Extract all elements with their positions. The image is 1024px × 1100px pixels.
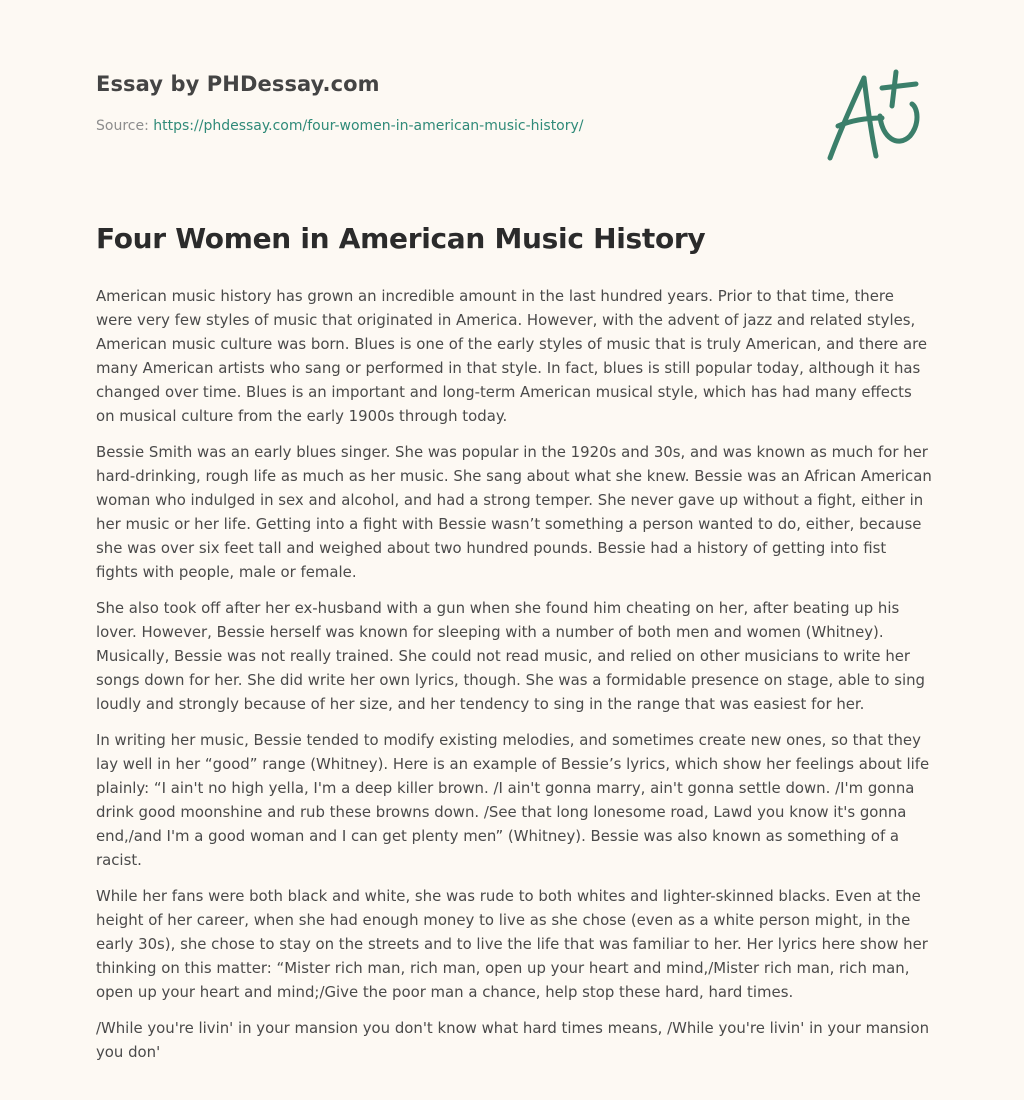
essay-paragraph: /While you're livin' in your mansion you don't know what hard times means, /While you're livin' in your mansion you don': [96, 1019, 930, 1061]
essay-paragraph: Bessie Smith was an early blues singer. She was popular in the 1920s and 30s, and was known as much for her hard-drinking, rough life as much as her music. She sang about what she knew. Bessie was an African American woman who indulged in sex and alcohol, and had a strong temper. She never gave up without a fight, either in her music or her life. Getting into a fight with Bessie wasn’t something a person wanted to do, either, because she was over six feet tall and weighed about two hundred pounds. Bessie had a history of getting into fist fights with people, male or female.: [96, 443, 932, 581]
a-plus-grade-icon: [820, 66, 930, 166]
source-line: [96, 118, 916, 134]
essay-paragraph: American music history has grown an incredible amount in the last hundred years. Prior to that time, there were very few styles of music that originated in America. However, with the advent of jazz and related styles, American music culture was born. Blues is one of the early styles of music that is truly American, and there are many American artists who sang or performed in that style. In fact, blues is still popular today, although it has changed over time. Blues is an important and long-term American musical style, which has had many effects on musical culture from the early 1900s through today.: [96, 287, 928, 425]
page-header: [96, 72, 916, 134]
source-link[interactable]: https://phdessay.com/four-women-in-american-music-history/: [153, 118, 584, 134]
essay-paragraph: While her fans were both black and white, she was rude to both whites and lighter-skinned blacks. Even at the height of her career, when she had enough money to live as she chose (even as a white person might, in the early 30s), she chose to stay on the streets and to live the life that was familiar to her. Her lyrics here show her thinking on this matter: “Mister rich man, rich man, open up your heart and mind,/Mister rich man, rich man, open up your heart and mind;/Give the poor man a chance, help stop these hard, hard times.: [96, 887, 928, 1001]
essay-paragraph: In writing her music, Bessie tended to modify existing melodies, and sometimes create new ones, so that they lay well in her “good” range (Whitney). Here is an example of Bessie’s lyrics, which show her feelings about life plainly: “I ain't no high yella, I'm a deep killer brown. /I ain't gonna marry, ain't gonna settle down. /I'm gonna drink good moonshine and rub these browns down. /See that long lonesome road, Lawd you know it's gonna end,/and I'm a good woman and I can get plenty men” (Whitney). Bessie was also known as something of a racist.: [96, 731, 930, 869]
essay-paragraph: She also took off after her ex-husband with a gun when she found him cheating on her, after beating up his lover. However, Bessie herself was known for sleeping with a number of both men and women (Whitney). Musically, Bessie was not really trained. She could not read music, and relied on other musicians to write her songs down for her. She did write her own lyrics, though. She was a formidable presence on stage, able to sing loudly and strongly because of her size, and her tendency to sing in the range that was easiest for her.: [96, 599, 925, 713]
essay-body: [96, 284, 932, 1076]
essay-title: Four Women in American Music History: [96, 222, 706, 255]
logo-plus-horizontal: [882, 84, 916, 88]
site-brand: Essay by PHDessay.com: [96, 72, 380, 96]
a-plus-logo-svg: [820, 66, 930, 166]
source-label: Source:: [96, 118, 149, 134]
logo-swoosh: [880, 104, 917, 141]
